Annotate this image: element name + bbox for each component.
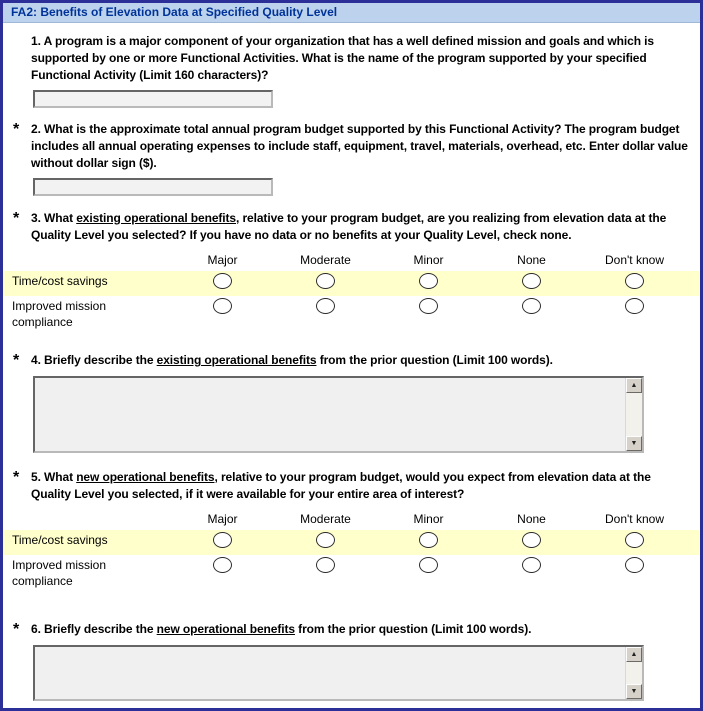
question-1-gutter (13, 33, 31, 108)
q5-row-improved-mission-compliance (3, 555, 700, 591)
q6-text-post: from the prior question (Limit 100 words). (294, 622, 532, 636)
q5-text-pre: 5. What (31, 470, 77, 484)
scrollbar-track[interactable] (626, 393, 642, 436)
q3-benefits-matrix (3, 253, 700, 332)
question-4-text (31, 352, 690, 369)
question-2 (3, 121, 700, 196)
q5-mission-none-radio[interactable] (522, 557, 541, 573)
matrix-column-header-minor: Minor (413, 253, 444, 267)
required-marker: * (13, 621, 20, 638)
question-6 (3, 621, 700, 701)
scrollbar-track[interactable] (626, 662, 642, 684)
q6-text-pre: 6. Briefly describe the (31, 622, 157, 636)
question-1-input[interactable] (33, 90, 273, 108)
q3-mission-none-radio[interactable] (522, 298, 541, 314)
matrix-column-header-moderate: Moderate (300, 253, 351, 267)
q3-mission-dontknow-radio[interactable] (625, 298, 644, 314)
q5-timecost-moderate-radio[interactable] (316, 532, 335, 548)
scroll-down-button[interactable]: ▼ (626, 684, 642, 699)
scroll-down-button[interactable]: ▼ (626, 436, 642, 451)
matrix-column-header-major: Major (207, 512, 238, 526)
q5-benefits-matrix (3, 512, 700, 591)
q5-matrix-header-row (3, 512, 700, 527)
required-marker: * (13, 352, 20, 369)
q3-timecost-minor-radio[interactable] (419, 273, 438, 289)
matrix-row-label: Improved mission compliance (12, 558, 107, 588)
q5-mission-minor-radio[interactable] (419, 557, 438, 573)
question-6-textarea[interactable] (33, 645, 644, 701)
q5-timecost-dontknow-radio[interactable] (625, 532, 644, 548)
matrix-column-header-minor: Minor (413, 512, 444, 526)
q3-matrix-header-row (3, 253, 700, 268)
q3-timecost-moderate-radio[interactable] (316, 273, 335, 289)
q4-scrollbar[interactable] (625, 378, 642, 451)
matrix-column-header-major: Major (207, 253, 238, 267)
q5-text-post: , relative to your program budget, would you expect from elevation data at the Quality Level you selected, if it were available for your entire area of interest? (31, 470, 651, 501)
matrix-corner-cell (3, 512, 171, 527)
required-marker: * (13, 469, 20, 486)
q4-text-post: from the prior question (Limit 100 words). (316, 353, 553, 367)
question-1-text: 1. A program is a major component of your organization that has a well defined mission and goals and which is supported by one or more Functional Activities. What is the name of the program supported by your specified Functional Activity (Limit 160 characters)? (31, 34, 654, 82)
question-3-text (31, 210, 690, 244)
matrix-column-header-none: None (517, 253, 546, 267)
q3-mission-minor-radio[interactable] (419, 298, 438, 314)
matrix-column-header-none: None (517, 512, 546, 526)
question-5-text (31, 469, 690, 503)
q6-scrollbar[interactable] (625, 647, 642, 699)
q3-text-pre: 3. What (31, 211, 77, 225)
q3-timecost-dontknow-radio[interactable] (625, 273, 644, 289)
question-4-textarea[interactable] (33, 376, 644, 453)
q3-mission-moderate-radio[interactable] (316, 298, 335, 314)
question-6-text (31, 621, 690, 638)
q5-mission-moderate-radio[interactable] (316, 557, 335, 573)
scroll-up-button[interactable]: ▲ (626, 378, 642, 393)
question-2-text: 2. What is the approximate total annual program budget supported by this Functional Activity? The program budget includes all annual operating expenses to include staff, equipment, travel, materials, overhead, etc. Enter dollar value without dollar sign ($). (31, 122, 688, 170)
matrix-corner-cell (3, 253, 171, 268)
required-marker: * (13, 210, 20, 227)
scroll-up-button[interactable]: ▲ (626, 647, 642, 662)
matrix-column-header-dontknow: Don't know (605, 253, 664, 267)
q3-timecost-major-radio[interactable] (213, 273, 232, 289)
q4-text-underlined: existing operational benefits (156, 353, 317, 367)
q5-timecost-none-radio[interactable] (522, 532, 541, 548)
matrix-column-header-dontknow: Don't know (605, 512, 664, 526)
q3-mission-major-radio[interactable] (213, 298, 232, 314)
matrix-column-header-moderate: Moderate (300, 512, 351, 526)
required-marker: * (13, 121, 20, 138)
q3-text-post: , relative to your program budget, are you realizing from elevation data at the Quality Level you selected? If you have no data or no benefits at your Quality Level, check none. (31, 211, 667, 242)
matrix-row-label: Time/cost savings (12, 533, 108, 547)
question-3 (3, 210, 700, 244)
q5-mission-dontknow-radio[interactable] (625, 557, 644, 573)
section-header (3, 3, 700, 23)
q3-text-underlined: existing operational benefits (76, 211, 237, 225)
q3-timecost-none-radio[interactable] (522, 273, 541, 289)
q6-text-underlined: new operational benefits (156, 622, 295, 636)
q5-timecost-minor-radio[interactable] (419, 532, 438, 548)
q5-text-underlined: new operational benefits (76, 470, 215, 484)
q5-timecost-major-radio[interactable] (213, 532, 232, 548)
section-title: FA2: Benefits of Elevation Data at Specified Quality Level (11, 5, 338, 19)
question-4 (3, 352, 700, 453)
question-5 (3, 469, 700, 503)
question-2-input[interactable] (33, 178, 273, 196)
q3-row-improved-mission-compliance (3, 296, 700, 332)
q5-row-time-cost-savings (3, 530, 700, 555)
q5-mission-major-radio[interactable] (213, 557, 232, 573)
question-1 (3, 33, 700, 108)
matrix-row-label: Improved mission compliance (12, 299, 107, 329)
q3-row-time-cost-savings (3, 271, 700, 296)
q4-text-pre: 4. Briefly describe the (31, 353, 157, 367)
matrix-row-label: Time/cost savings (12, 274, 108, 288)
